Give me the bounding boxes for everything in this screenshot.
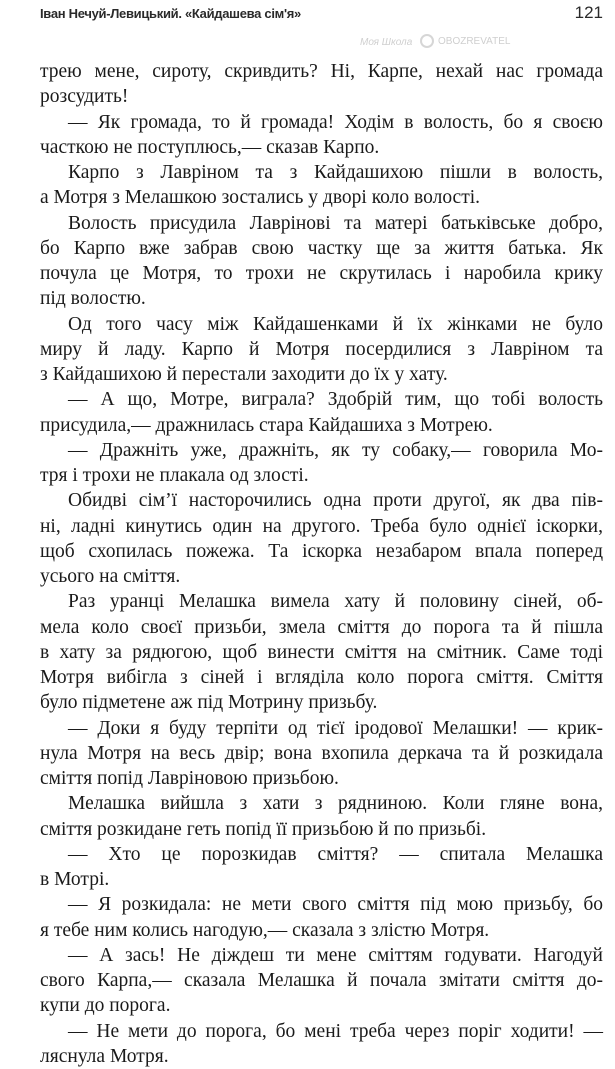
text-line: купи до порога. — [40, 993, 603, 1018]
text-line: свого Карпа,— сказала Мелашка й почала змітати сміття до- — [40, 968, 603, 993]
text-line: усього на сміття. — [40, 564, 603, 589]
paragraph — [40, 438, 603, 489]
text-line: — А що, Мотре, виграла? Здобрій тим, що тобі волость — [40, 387, 603, 412]
text-line: сміття попід Лавріновою призьбою. — [40, 766, 603, 791]
paragraph — [40, 160, 603, 211]
text-line: трею мене, сироту, скривдить? Ні, Карпе, нехай нас громада — [40, 59, 603, 84]
paragraph — [40, 842, 603, 893]
text-line: а Мотря з Мелашкою зостались у дворі коло волості. — [40, 185, 603, 210]
text-line: розсудить! — [40, 84, 603, 109]
text-line: ляснула Мотря. — [40, 1044, 603, 1069]
text-line: сміття розкидане геть попід її призьбою й по призьбі. — [40, 817, 603, 842]
text-line: часткою не поступлюсь,— сказав Карпо. — [40, 135, 603, 160]
paragraph — [40, 59, 603, 110]
text-line: мела коло своєї призьби, змела сміття до порога та й пішла — [40, 615, 603, 640]
text-line: почула це Мотря, то трохи не скрутилась і наробила крику — [40, 261, 603, 286]
paragraph — [40, 312, 603, 388]
text-line: щоб схопилась пожежа. Та іскорка незабаром впала поперед — [40, 539, 603, 564]
watermark-school: Моя Школа — [360, 36, 412, 50]
text-line: Карпо з Лавріном та з Кайдашихою пішли в волость, — [40, 160, 603, 185]
text-line: — Доки я буду терпіти од тієї іродової Мелашки! — крик- — [40, 716, 603, 741]
text-line: з Кайдашихою й перестали заходити до їх у хату. — [40, 362, 603, 387]
text-line: — А зась! Не діждеш ти мене сміттям годувати. Нагодуй — [40, 943, 603, 968]
text-line: в Мотрі. — [40, 867, 603, 892]
watermark-brand: OBOZREVATEL — [420, 34, 510, 50]
text-line: нула Мотря на весь двір; вона вхопила деркача та й розкидала — [40, 741, 603, 766]
text-line: я тебе ним колись нагодую,— сказала з злістю Мотря. — [40, 918, 603, 943]
paragraph — [40, 589, 603, 715]
paragraph — [40, 387, 603, 438]
text-line: присудила,— дражнилась стара Кайдашиха з Мотрею. — [40, 413, 603, 438]
text-line: Волость присудила Лаврінові та матері батьківське добро, — [40, 211, 603, 236]
paragraph — [40, 716, 603, 792]
text-line: в хату за рядюгою, щоб винести сміття на смітник. Саме тоді — [40, 640, 603, 665]
paragraph — [40, 943, 603, 1019]
text-line: ні, ладні кинутись один на другого. Треба було однієї іскорки, — [40, 514, 603, 539]
text-line: — Дражніть уже, дражніть, як ту собаку,— говорила Мо- — [40, 438, 603, 463]
text-line: Обидві сім’ї насторочились одна проти другої, як два пів- — [40, 488, 603, 513]
text-line: — Не мети до порога, бо мені треба через поріг ходити! — — [40, 1019, 603, 1044]
text-line: миру й ладу. Карпо й Мотря посердилися з Лавріном та — [40, 337, 603, 362]
page-number: 121 — [575, 3, 603, 23]
running-title: Іван Нечуй-Левицький. «Кайдашева сім'я» — [40, 6, 301, 21]
paragraph — [40, 1019, 603, 1069]
body-text — [40, 59, 603, 1069]
text-line: — Як громада, то й громада! Ходім в волость, бо я своєю — [40, 110, 603, 135]
text-line: Мелашка вийшла з хати з рядниною. Коли гляне вона, — [40, 791, 603, 816]
paragraph — [40, 791, 603, 842]
text-line: було підметене аж під Мотрину призьбу. — [40, 690, 603, 715]
text-line: Мотря вибігла з сіней і вгляділа коло порога сміття. Сміття — [40, 665, 603, 690]
text-line: під волостю. — [40, 286, 603, 311]
text-line: Раз уранці Мелашка вимела хату й половину сіней, об- — [40, 589, 603, 614]
text-line: — Хто це порозкидав сміття? — спитала Мелашка — [40, 842, 603, 867]
text-line: тря і трохи не плакала од злості. — [40, 463, 603, 488]
paragraph — [40, 488, 603, 589]
text-line: Од того часу між Кайдашенками й їх жінками не було — [40, 312, 603, 337]
text-line: — Я розкидала: не мети свого сміття під мою призьбу, бо — [40, 892, 603, 917]
paragraph — [40, 110, 603, 161]
paragraph — [40, 892, 603, 943]
text-line: бо Карпо вже забрав свою частку ще за життя батька. Як — [40, 236, 603, 261]
paragraph — [40, 211, 603, 312]
